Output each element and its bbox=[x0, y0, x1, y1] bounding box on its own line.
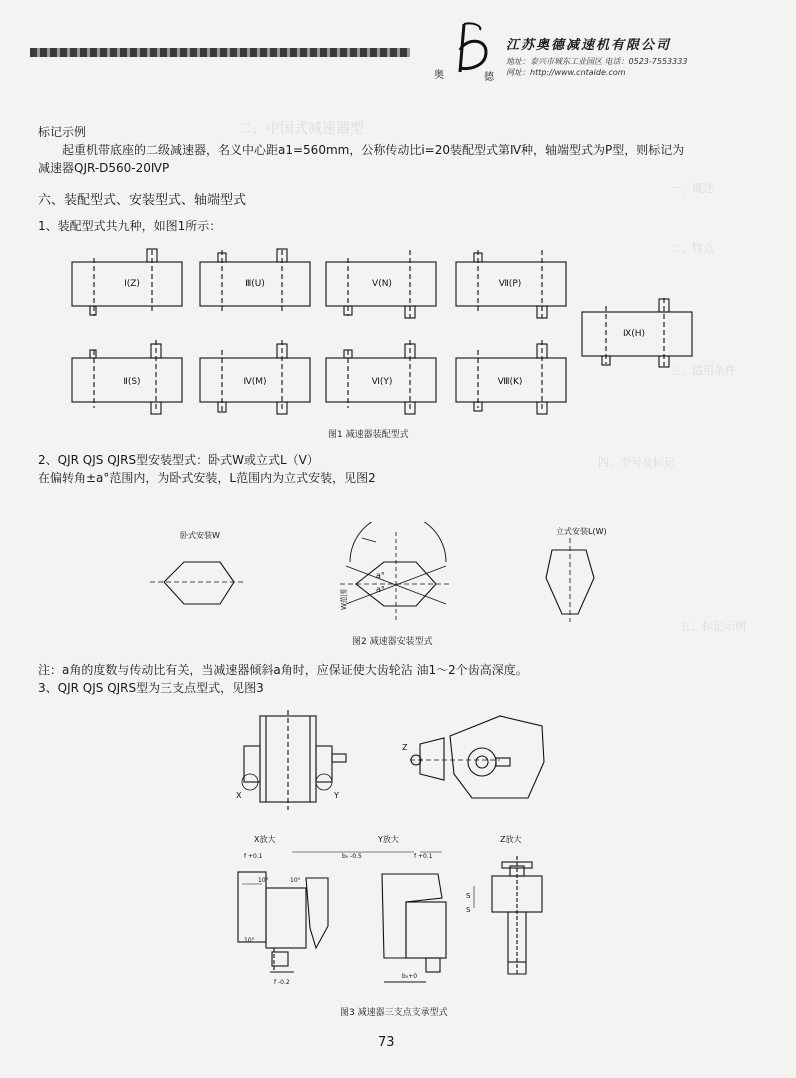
assembly-label: Ⅰ(Z) bbox=[124, 279, 140, 289]
header-stripe bbox=[30, 48, 410, 57]
item-2-desc: 在偏转角±a°范围内，为卧式安装，L范围内为立式安装，见图2 bbox=[38, 471, 376, 485]
angle-label: a° bbox=[376, 571, 385, 580]
tolerance-label: f +0.1 bbox=[414, 853, 433, 860]
label-z: Z bbox=[402, 743, 408, 752]
figure-1-assembly-types bbox=[60, 240, 700, 440]
size-label: S bbox=[466, 892, 471, 900]
figure-2-mounting-types bbox=[150, 522, 630, 632]
assembly-label: Ⅴ(N) bbox=[372, 279, 392, 289]
show-through-text: 四、型号及标记 bbox=[598, 456, 675, 469]
angle-label: a° bbox=[376, 585, 385, 594]
item-1-text: 1、装配型式共九种，如图1所示： bbox=[38, 219, 222, 233]
logo-char-left: 奥 bbox=[434, 70, 444, 81]
angle-label: 10° bbox=[244, 937, 255, 944]
assembly-label: Ⅲ(U) bbox=[245, 279, 265, 289]
reducer-front-view bbox=[242, 710, 346, 810]
horizontal-mount-label: 卧式安装W bbox=[180, 531, 220, 540]
w-range-label: W范围 bbox=[340, 589, 348, 610]
assembly-label: Ⅱ(S) bbox=[123, 377, 141, 387]
show-through-title: 二、中国式减速器型 bbox=[238, 121, 364, 137]
example-line-2: 减速器QJR-D560-20ⅣP bbox=[38, 161, 170, 175]
angle-label: 10° bbox=[290, 877, 301, 884]
company-website: 网址：http://www.cntaide.com bbox=[506, 68, 626, 77]
tolerance-label: f -0.2 bbox=[274, 979, 290, 986]
assembly-label: Ⅶ(P) bbox=[498, 279, 522, 289]
tolerance-label: f +0.1 bbox=[244, 853, 263, 860]
z-zoom-detail bbox=[492, 856, 542, 976]
tolerance-label: b₀+0 bbox=[402, 973, 418, 980]
example-title: 标记示例 bbox=[38, 125, 87, 139]
example-line-1: 起重机带底座的二级减速器，名义中心距a1=560mm，公称传动比i=20装配型式第Ⅳ种，轴端型式为P型，则标记为 bbox=[62, 143, 685, 157]
figure-1-caption: 图1 减速器装配型式 bbox=[328, 430, 409, 440]
assembly-label: Ⅵ(Y) bbox=[371, 377, 393, 387]
show-through-text: 一、概述 bbox=[670, 182, 714, 195]
label-x: X bbox=[236, 791, 242, 800]
y-zoom-label: Y放大 bbox=[378, 835, 399, 844]
assembly-label: Ⅷ(K) bbox=[497, 377, 523, 387]
size-label: S bbox=[466, 906, 471, 914]
angle-label: 10° bbox=[258, 877, 269, 884]
x-zoom-detail bbox=[238, 872, 328, 972]
z-zoom-label: Z放大 bbox=[500, 835, 522, 844]
reducer-side-view bbox=[410, 716, 544, 798]
assembly-label: Ⅸ(H) bbox=[622, 329, 646, 339]
x-zoom-label: X放大 bbox=[254, 835, 276, 844]
tolerance-label: b₀ -0.5 bbox=[342, 853, 362, 860]
company-logo bbox=[430, 20, 502, 82]
company-name: 江苏奥德减速机有限公司 bbox=[506, 38, 672, 53]
figure-2-caption: 图2 减速器安装型式 bbox=[352, 637, 433, 647]
tilt-range-diagram bbox=[340, 522, 450, 622]
assembly-label: Ⅳ(M) bbox=[243, 377, 267, 387]
figure-3-three-point-support bbox=[230, 702, 570, 1002]
item-3-text: 3、QJR QJS QJRS型为三支点型式，见图3 bbox=[38, 681, 264, 695]
show-through-text: 二、特点 bbox=[670, 242, 714, 255]
figure-3-caption: 图3 减速器三支点支承型式 bbox=[340, 1008, 448, 1018]
logo-char-right: 德 bbox=[484, 72, 494, 82]
label-y: Y bbox=[334, 791, 339, 800]
show-through-text: 三、适用条件 bbox=[670, 364, 736, 377]
horizontal-mount-shape bbox=[164, 562, 234, 604]
company-address: 地址：泰兴市城东工业园区 电话：0523-7553333 bbox=[506, 57, 688, 66]
item-2-text: 2、QJR QJS QJRS型安装型式：卧式W或立式L（V） bbox=[38, 453, 319, 467]
vertical-mount-label: 立式安装L(W) bbox=[556, 527, 607, 536]
note-text: 注：a角的度数与传动比有关，当减速器倾斜a角时，应保证使大齿轮沾 油1～2个齿高深度。 bbox=[38, 663, 528, 677]
show-through-text: 五、标记示例 bbox=[680, 620, 746, 633]
section-heading: 六、装配型式、安装型式、轴端型式 bbox=[38, 193, 247, 208]
y-zoom-detail bbox=[382, 874, 446, 982]
page-number: 73 bbox=[378, 1035, 395, 1050]
